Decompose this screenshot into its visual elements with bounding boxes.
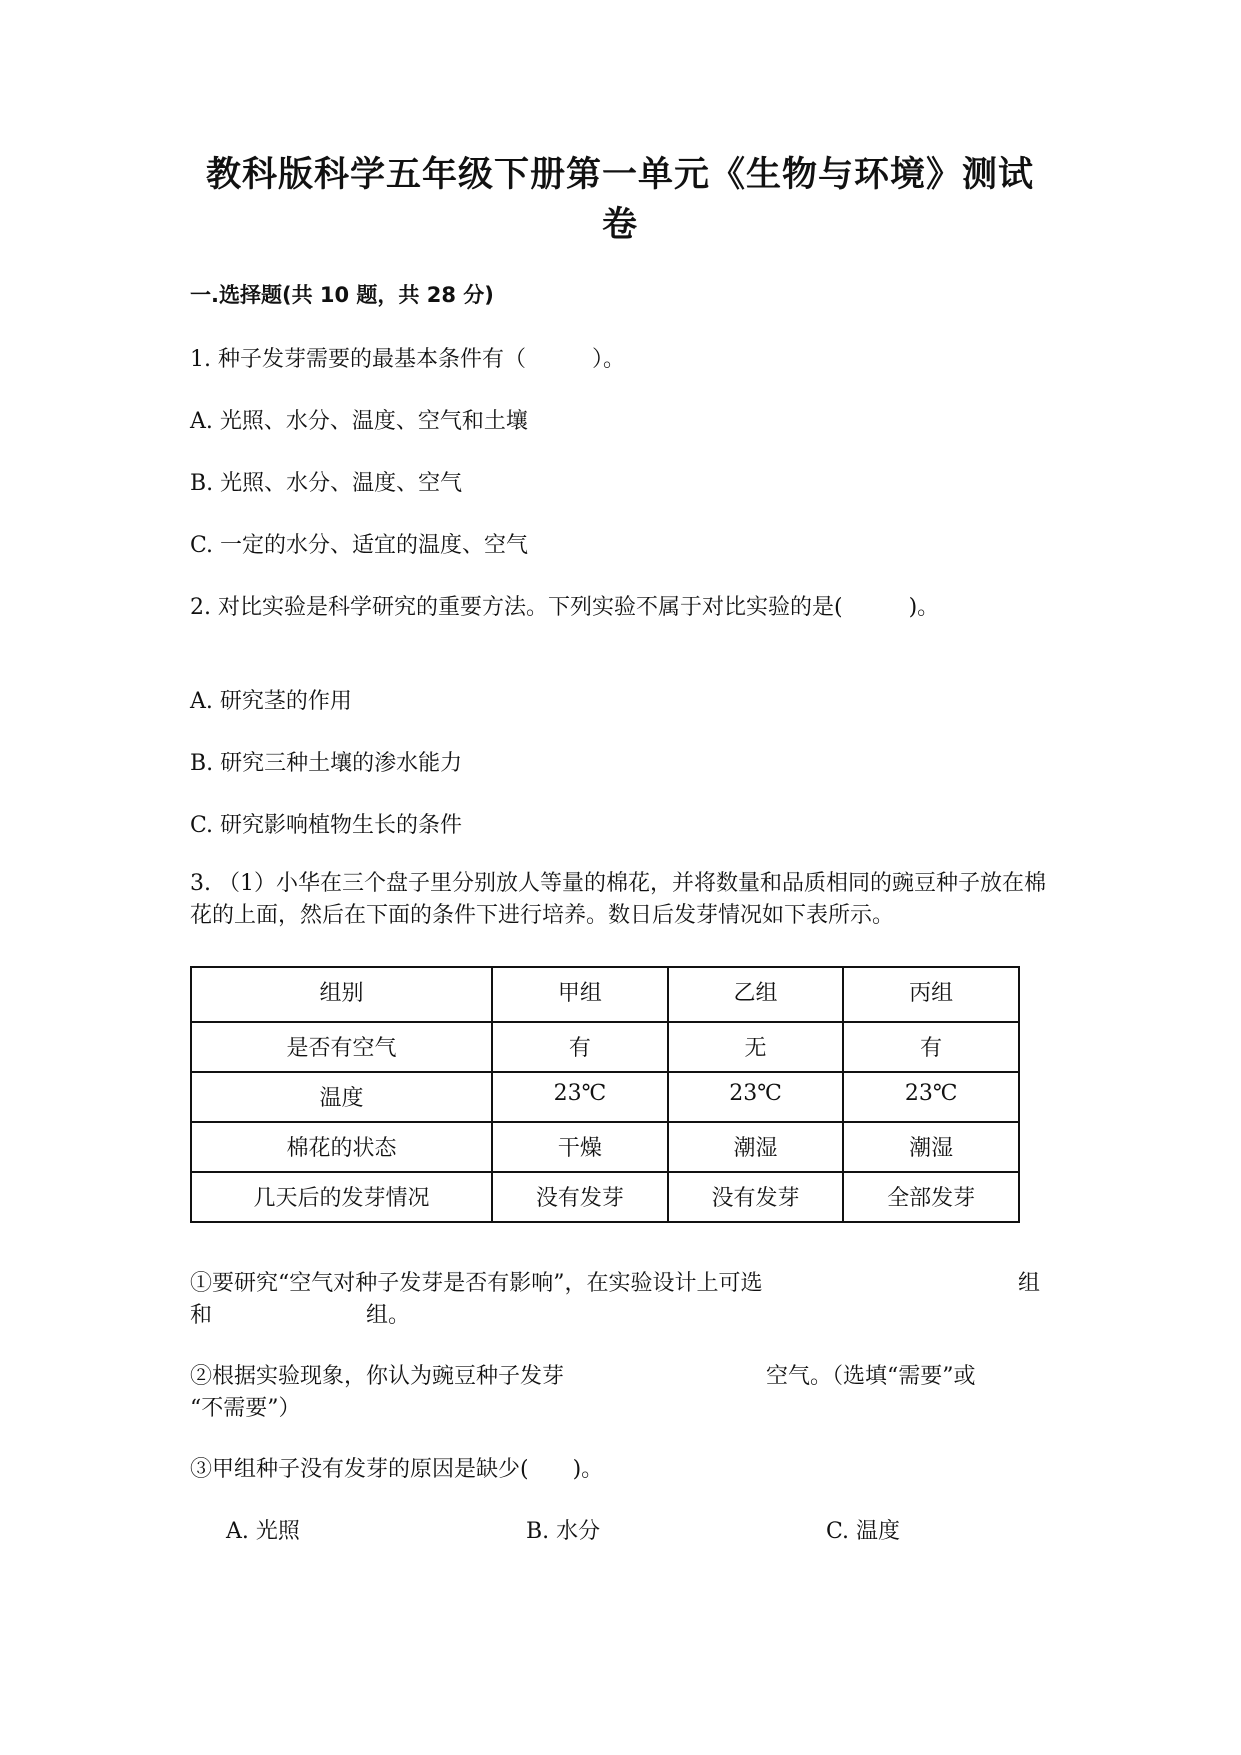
section-header: 一.选择题(共 10 题，共 28 分) bbox=[190, 283, 494, 307]
table-cell: 组别 bbox=[191, 967, 492, 1022]
subquestion-1-end: 组。 bbox=[366, 1303, 411, 1328]
table-cell: 乙组 bbox=[668, 967, 844, 1022]
table-cell: 23℃ bbox=[843, 1072, 1019, 1122]
question-2-option-b[interactable]: B. 研究三种土壤的渗水能力 bbox=[190, 751, 463, 776]
table-cell: 无 bbox=[668, 1022, 844, 1072]
question-1-option-c[interactable]: C. 一定的水分、适宜的温度、空气 bbox=[190, 533, 529, 558]
table-cell: 丙组 bbox=[843, 967, 1019, 1022]
table-cell: 没有发芽 bbox=[492, 1172, 668, 1222]
table-cell: 有 bbox=[492, 1022, 668, 1072]
germination-table bbox=[190, 966, 1020, 1223]
question-2-option-c[interactable]: C. 研究影响植物生长的条件 bbox=[190, 813, 463, 838]
table-cell: 温度 bbox=[191, 1072, 492, 1122]
subquestion-1-word-zu: 组 bbox=[1018, 1271, 1041, 1296]
table-row bbox=[191, 1122, 1019, 1172]
table-row bbox=[191, 1172, 1019, 1222]
question-2-stem: 2. 对比实验是科学研究的重要方法。下列实验不属于对比实验的是( )。 bbox=[190, 595, 940, 620]
question-3-intro: 3. （1）小华在三个盘子里分别放人等量的棉花，并将数量和品质相同的豌豆种子放在棉花的上面，然后在下面的条件下进行培养。数日后发芽情况如下表所示。 bbox=[190, 871, 1046, 928]
table-cell: 23℃ bbox=[668, 1072, 844, 1122]
table-cell: 23℃ bbox=[492, 1072, 668, 1122]
subquestion-3-option-b[interactable]: B. 水分 bbox=[526, 1519, 601, 1544]
table-cell: 没有发芽 bbox=[668, 1172, 844, 1222]
table-cell: 潮湿 bbox=[843, 1122, 1019, 1172]
table-cell: 全部发芽 bbox=[843, 1172, 1019, 1222]
table-cell: 有 bbox=[843, 1022, 1019, 1072]
subquestion-2-line2: “不需要”） bbox=[190, 1396, 301, 1421]
subquestion-3-option-a[interactable]: A. 光照 bbox=[226, 1519, 300, 1544]
exam-title: 教科版科学五年级下册第一单元《生物与环境》测试卷 bbox=[205, 155, 1034, 245]
subquestion-1-text: ①要研究“空气对种子发芽是否有影响”，在实验设计上可选 bbox=[190, 1271, 763, 1296]
question-2-option-a[interactable]: A. 研究茎的作用 bbox=[190, 689, 352, 714]
table-cell: 几天后的发芽情况 bbox=[191, 1172, 492, 1222]
table-cell: 潮湿 bbox=[668, 1122, 844, 1172]
subquestion-3-option-c[interactable]: C. 温度 bbox=[826, 1519, 901, 1544]
question-1-option-b[interactable]: B. 光照、水分、温度、空气 bbox=[190, 471, 463, 496]
subquestion-1-word-he: 和 bbox=[190, 1303, 213, 1328]
subquestion-2-text-cont: 空气。（选填“需要”或 bbox=[766, 1364, 976, 1389]
question-1-option-a[interactable]: A. 光照、水分、温度、空气和土壤 bbox=[190, 409, 528, 434]
table-row bbox=[191, 967, 1019, 1022]
table-cell: 甲组 bbox=[492, 967, 668, 1022]
subquestion-3-stem: ③甲组种子没有发芽的原因是缺少( )。 bbox=[190, 1457, 604, 1482]
table-cell: 棉花的状态 bbox=[191, 1122, 492, 1172]
question-1-stem: 1. 种子发芽需要的最基本条件有（ ）。 bbox=[190, 347, 625, 372]
table-row bbox=[191, 1022, 1019, 1072]
table-cell: 是否有空气 bbox=[191, 1022, 492, 1072]
table-row bbox=[191, 1072, 1019, 1122]
table-cell: 干燥 bbox=[492, 1122, 668, 1172]
subquestion-2-text: ②根据实验现象，你认为豌豆种子发芽 bbox=[190, 1364, 565, 1389]
